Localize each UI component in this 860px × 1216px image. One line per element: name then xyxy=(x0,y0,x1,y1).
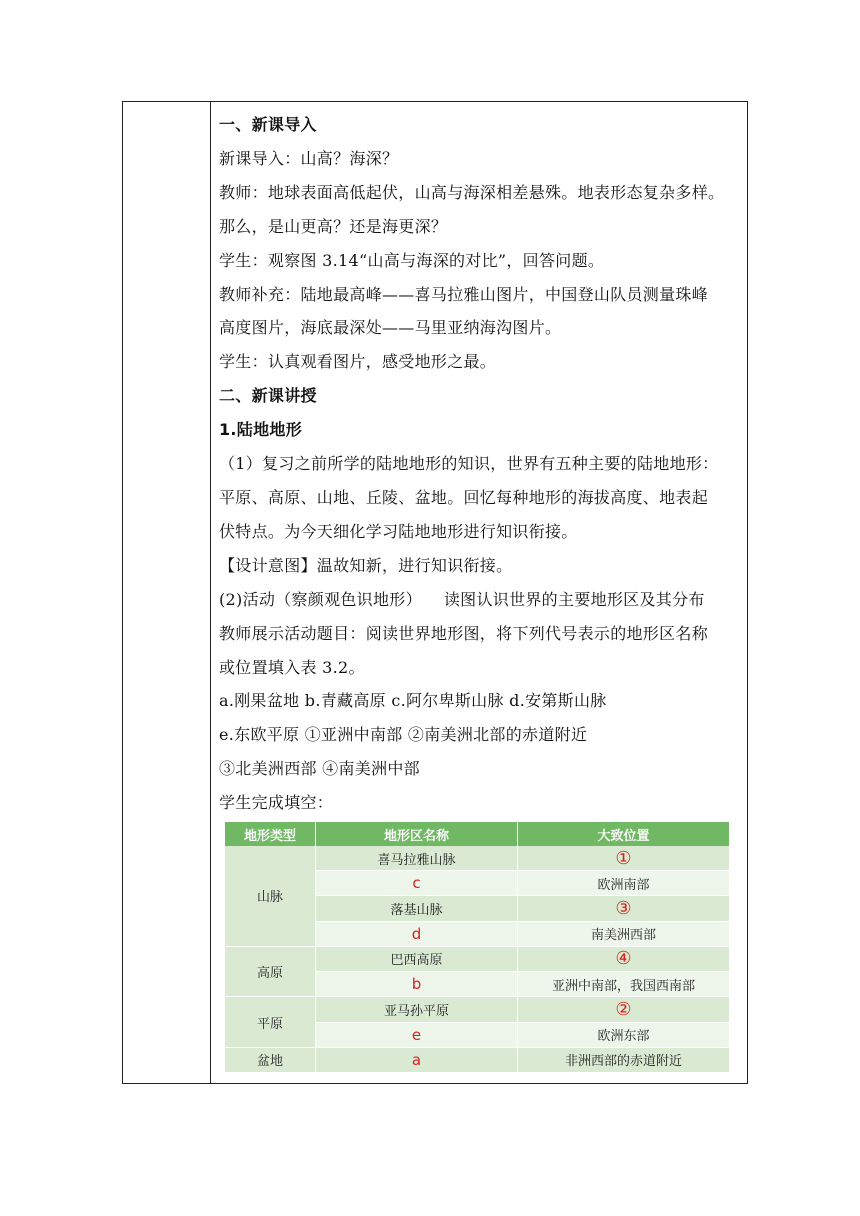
table-row xyxy=(225,1048,730,1073)
section-heading-teaching: 二、新课讲授 xyxy=(219,386,317,406)
name-cell: 巴西高原 xyxy=(316,947,518,972)
text-line: 学生：观察图 3.14“山高与海深的对比”，回答问题。 xyxy=(219,250,605,270)
table-row xyxy=(225,846,730,871)
text-line: 平原、高原、山地、丘陵、盆地。回忆每种地形的海拔高度、地表起 xyxy=(219,487,709,507)
name-cell: a xyxy=(316,1048,518,1073)
name-cell: 亚马孙平原 xyxy=(316,997,518,1022)
text-line: a.刚果盆地 b.青藏高原 c.阿尔卑斯山脉 d.安第斯山脉 xyxy=(219,691,607,711)
name-cell: c xyxy=(316,871,518,896)
location-cell: 非洲西部的赤道附近 xyxy=(518,1048,730,1073)
header-type: 地形类型 xyxy=(225,822,316,846)
type-cell: 山脉 xyxy=(225,846,316,947)
name-cell: 喜马拉雅山脉 xyxy=(316,846,518,871)
text-line: 或位置填入表 3.2。 xyxy=(219,657,365,677)
text-line: 伏特点。为今天细化学习陆地地形进行知识衔接。 xyxy=(219,521,578,541)
text-line: ③北美洲西部 ④南美洲中部 xyxy=(219,759,420,779)
text-line: 教师展示活动题目：阅读世界地形图，将下列代号表示的地形区名称 xyxy=(219,623,709,643)
text-line: e.东欧平原 ①亚洲中南部 ②南美洲北部的赤道附近 xyxy=(219,725,588,745)
landform-table xyxy=(225,822,730,1073)
location-cell: ④ xyxy=(518,947,730,972)
table-row xyxy=(225,947,730,972)
column-divider xyxy=(210,101,211,1084)
header-name: 地形区名称 xyxy=(316,822,518,846)
table-row xyxy=(225,997,730,1022)
type-cell: 高原 xyxy=(225,947,316,997)
name-cell: e xyxy=(316,1023,518,1048)
location-cell: ② xyxy=(518,997,730,1022)
location-cell: 欧洲南部 xyxy=(518,871,730,896)
header-location: 大致位置 xyxy=(518,822,730,846)
text-line: 新课导入：山高？海深？ xyxy=(219,148,399,168)
activity-title: (2)活动（察颜观色识地形） xyxy=(219,589,422,609)
type-cell: 盆地 xyxy=(225,1048,316,1073)
text-line xyxy=(219,583,741,617)
location-cell: ① xyxy=(518,846,730,871)
text-line: 教师：地球表面高低起伏，山高与海深相差悬殊。地表形态复杂多样。 xyxy=(219,182,725,202)
location-cell: 欧洲东部 xyxy=(518,1023,730,1048)
text-line: 教师补充：陆地最高峰——喜马拉雅山图片，中国登山队员测量珠峰 xyxy=(219,284,709,304)
text-line: 学生：认真观看图片，感受地形之最。 xyxy=(219,352,497,372)
text-line: 学生完成填空： xyxy=(219,793,334,813)
table-header-row xyxy=(225,822,730,846)
section-heading-intro: 一、新课导入 xyxy=(219,115,317,134)
name-cell: b xyxy=(316,972,518,997)
name-cell: d xyxy=(316,922,518,947)
text-line: 高度图片，海底最深处——马里亚纳海沟图片。 xyxy=(219,318,562,338)
location-cell: 南美洲西部 xyxy=(518,922,730,947)
lesson-content xyxy=(219,108,741,820)
text-line: （1）复习之前所学的陆地地形的知识，世界有五种主要的陆地地形： xyxy=(219,454,719,474)
name-cell: 落基山脉 xyxy=(316,896,518,921)
location-cell: 亚洲中南部，我国西南部 xyxy=(518,972,730,997)
text-line: 那么，是山更高？还是海更深？ xyxy=(219,216,448,236)
left-column-cell xyxy=(122,101,210,1084)
text-line: 【设计意图】温故知新，进行知识衔接。 xyxy=(219,555,513,575)
type-cell: 平原 xyxy=(225,997,316,1047)
subsection-heading-land: 1.陆地地形 xyxy=(219,420,303,440)
location-cell: ③ xyxy=(518,896,730,921)
activity-task: 读图认识世界的主要地形区及其分布 xyxy=(443,589,705,609)
